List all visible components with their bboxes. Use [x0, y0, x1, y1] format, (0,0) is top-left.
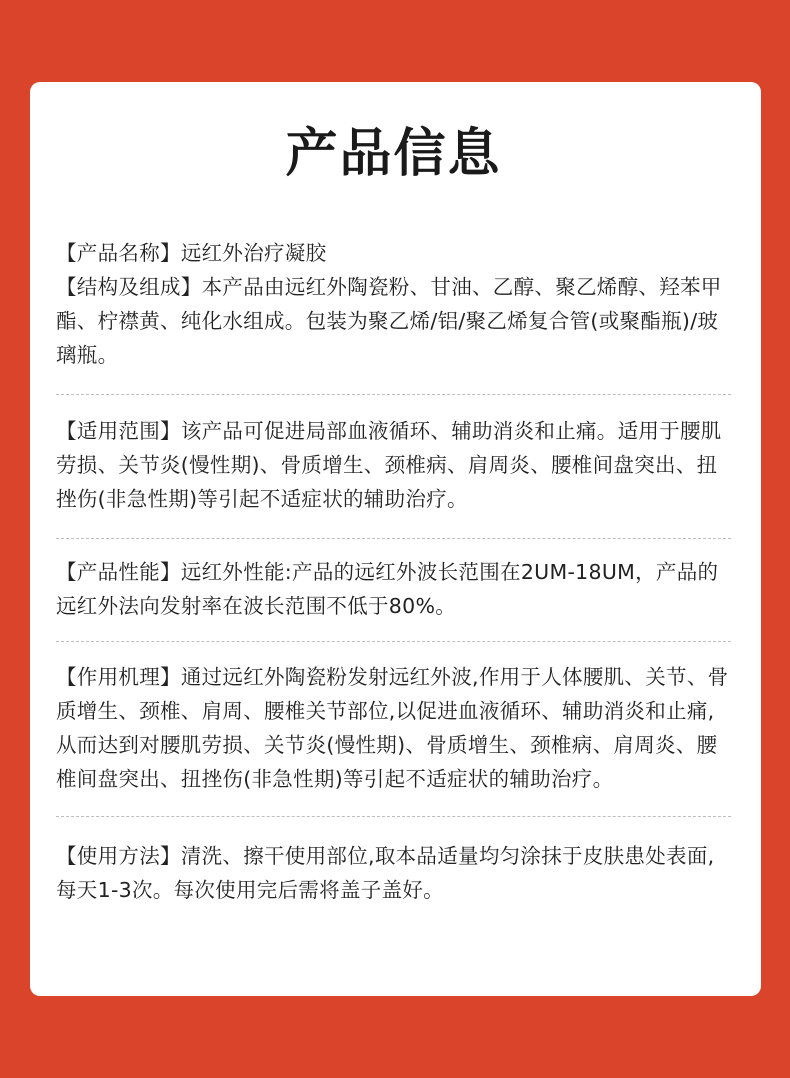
dashed-divider: [56, 394, 731, 395]
scope-text: 该产品可促进局部血液循环、辅助消炎和止痛。适用于腰肌劳损、关节炎(慢性期)、骨质增生、颈椎病、肩周炎、腰椎间盘突出、扭挫伤(非急性期)等引起不适症状的辅助治疗。: [56, 419, 722, 511]
scope-heading: 【适用范围】: [56, 419, 181, 443]
dashed-divider: [56, 538, 731, 539]
dashed-divider: [56, 641, 731, 642]
product-name-text: 远红外治疗凝胶: [180, 241, 327, 265]
composition-paragraph: [56, 270, 731, 372]
scope-paragraph: [56, 414, 731, 516]
section-performance: [56, 555, 731, 623]
section-mechanism: [56, 660, 731, 796]
mechanism-paragraph: [56, 660, 731, 796]
usage-text: 清洗、擦干使用部位,取本品适量均匀涂抹于皮肤患处表面,每天1-3次。每次使用完后需将盖子盖好。: [56, 844, 715, 902]
performance-text: 远红外性能:产品的远红外波长范围在2UM-18UM，产品的远红外法向发射率在波长范围不低于80%。: [56, 560, 719, 618]
page-title: 产品信息: [285, 124, 502, 184]
section-scope: [56, 414, 731, 516]
performance-heading: 【产品性能】: [56, 560, 181, 584]
product-name-heading: 【产品名称】: [56, 241, 181, 265]
mechanism-text: 通过远红外陶瓷粉发射远红外波,作用于人体腰肌、关节、骨质增生、颈椎、肩周、腰椎关节部位,以促进血液循环、辅助消炎和止痛,从而达到对腰肌劳损、关节炎(慢性期)、骨质增生、颈椎病、肩周炎、腰椎间盘突出、扭挫伤(非急性期)等引起不适症状的辅助治疗。: [56, 665, 729, 791]
usage-heading: 【使用方法】: [56, 844, 181, 868]
product-name-paragraph: [56, 236, 731, 270]
product-info-card: [30, 82, 761, 996]
section-basic-info: [56, 236, 731, 372]
mechanism-heading: 【作用机理】: [56, 665, 181, 689]
performance-paragraph: [56, 555, 731, 623]
composition-text: 本产品由远红外陶瓷粉、甘油、乙醇、聚乙烯醇、羟苯甲酯、柠襟黄、纯化水组成。包装为聚乙烯/铝/聚乙烯复合管(或聚酯瓶)/玻璃瓶。: [56, 275, 722, 367]
usage-paragraph: [56, 839, 731, 907]
dashed-divider: [56, 816, 731, 817]
composition-heading: 【结构及组成】: [56, 275, 202, 299]
section-usage: [56, 839, 731, 907]
